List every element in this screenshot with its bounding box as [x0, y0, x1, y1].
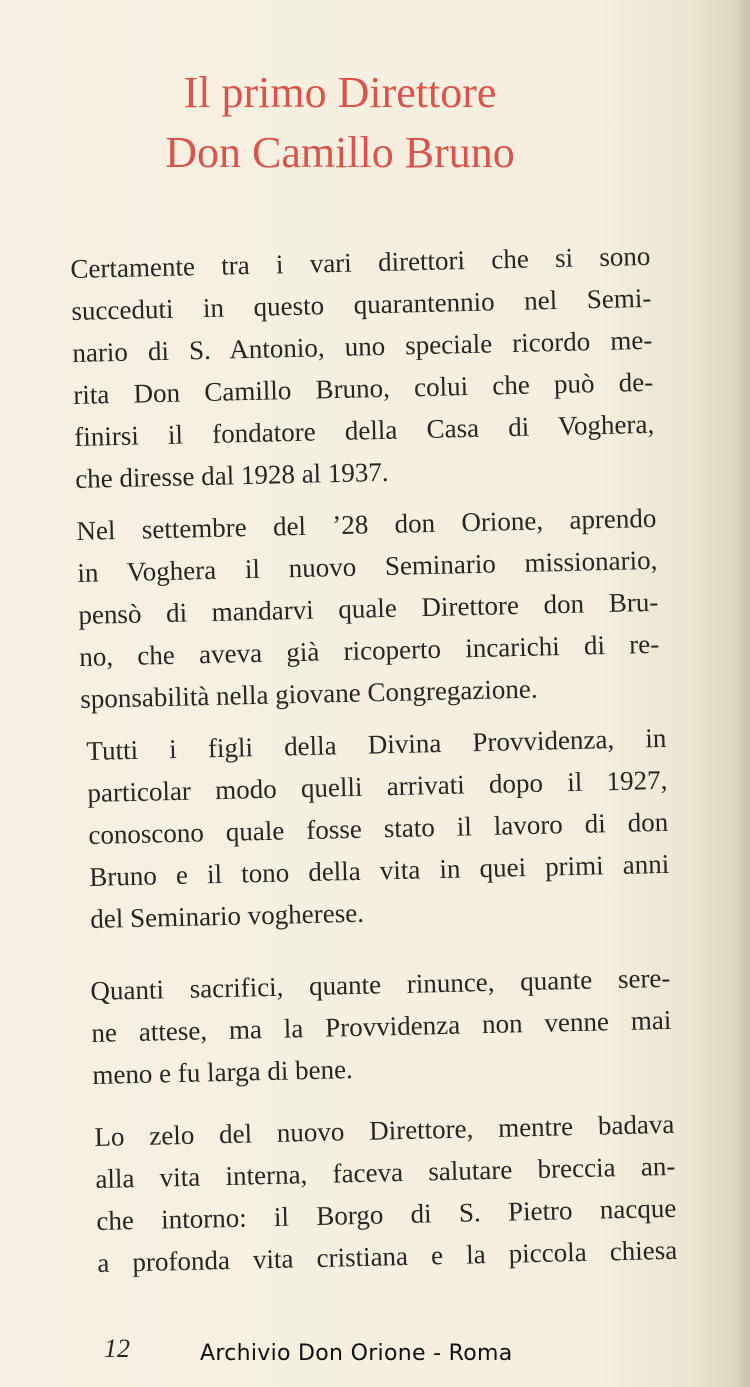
- text-line: alla vita interna, faceva salutare breccia an-: [95, 1150, 676, 1194]
- text-line: finirsi il fondatore della Casa di Voghera,: [73, 408, 655, 452]
- text-line: Nel settembre del ’28 don Orione, aprendo: [76, 502, 657, 546]
- text-line: che diresse dal 1928 al 1937.: [74, 456, 389, 494]
- paragraph-3: [86, 717, 671, 940]
- title-line-2: Don Camillo Bruno: [165, 128, 515, 177]
- paragraph-4: [90, 957, 673, 1096]
- text-line: succeduti in questo quarantennio nel Semi-: [71, 282, 652, 326]
- text-line: Bruno e il tono della vita in quei primi anni: [88, 848, 670, 892]
- text-line: Lo zelo del nuovo Direttore, mentre badava: [94, 1108, 675, 1152]
- text-line: rita Don Camillo Bruno, colui che può de-: [72, 366, 654, 410]
- page-number: 12: [104, 1334, 130, 1363]
- text-line: Tutti i figli della Divina Provvidenza, in: [86, 722, 667, 766]
- text-line: no, che aveva già ricoperto incarichi di re-: [78, 628, 660, 672]
- text-line: nario di S. Antonio, uno speciale ricordo me-: [72, 324, 653, 368]
- page-gutter-shadow: [738, 0, 750, 1387]
- paragraph-1: [70, 235, 656, 500]
- title-line-1: Il primo Direttore: [183, 68, 497, 117]
- text-line: meno e fu larga di bene.: [92, 1054, 354, 1090]
- text-line: a profonda vita cristiana e la piccola chiesa: [96, 1234, 678, 1278]
- text-line: del Seminario vogherese.: [89, 897, 365, 934]
- text-line: sponsabilità nella giovane Congregazione.: [79, 673, 538, 714]
- archive-watermark: Archivio Don Orione - Roma: [200, 1341, 513, 1366]
- text-line: in Voghera il nuovo Seminario missionario,: [77, 544, 658, 588]
- text-line: conoscono quale fosse stato il lavoro di don: [88, 806, 669, 850]
- text-line: Quanti sacrifici, quante rinunce, quante sere-: [90, 962, 671, 1006]
- text-line: pensò di mandarvi quale Direttore don Bru-: [78, 586, 659, 630]
- text-line: ne attese, ma la Provvidenza non venne mai: [91, 1004, 672, 1048]
- text-line: che intorno: il Borgo di S. Pietro nacque: [96, 1192, 677, 1236]
- paragraph-5: [94, 1103, 678, 1284]
- text-line: particolar modo quelli arrivati dopo il 1927,: [87, 764, 668, 808]
- text-line: Certamente tra i vari direttori che si sono: [70, 240, 651, 284]
- paragraph-2: [76, 497, 661, 720]
